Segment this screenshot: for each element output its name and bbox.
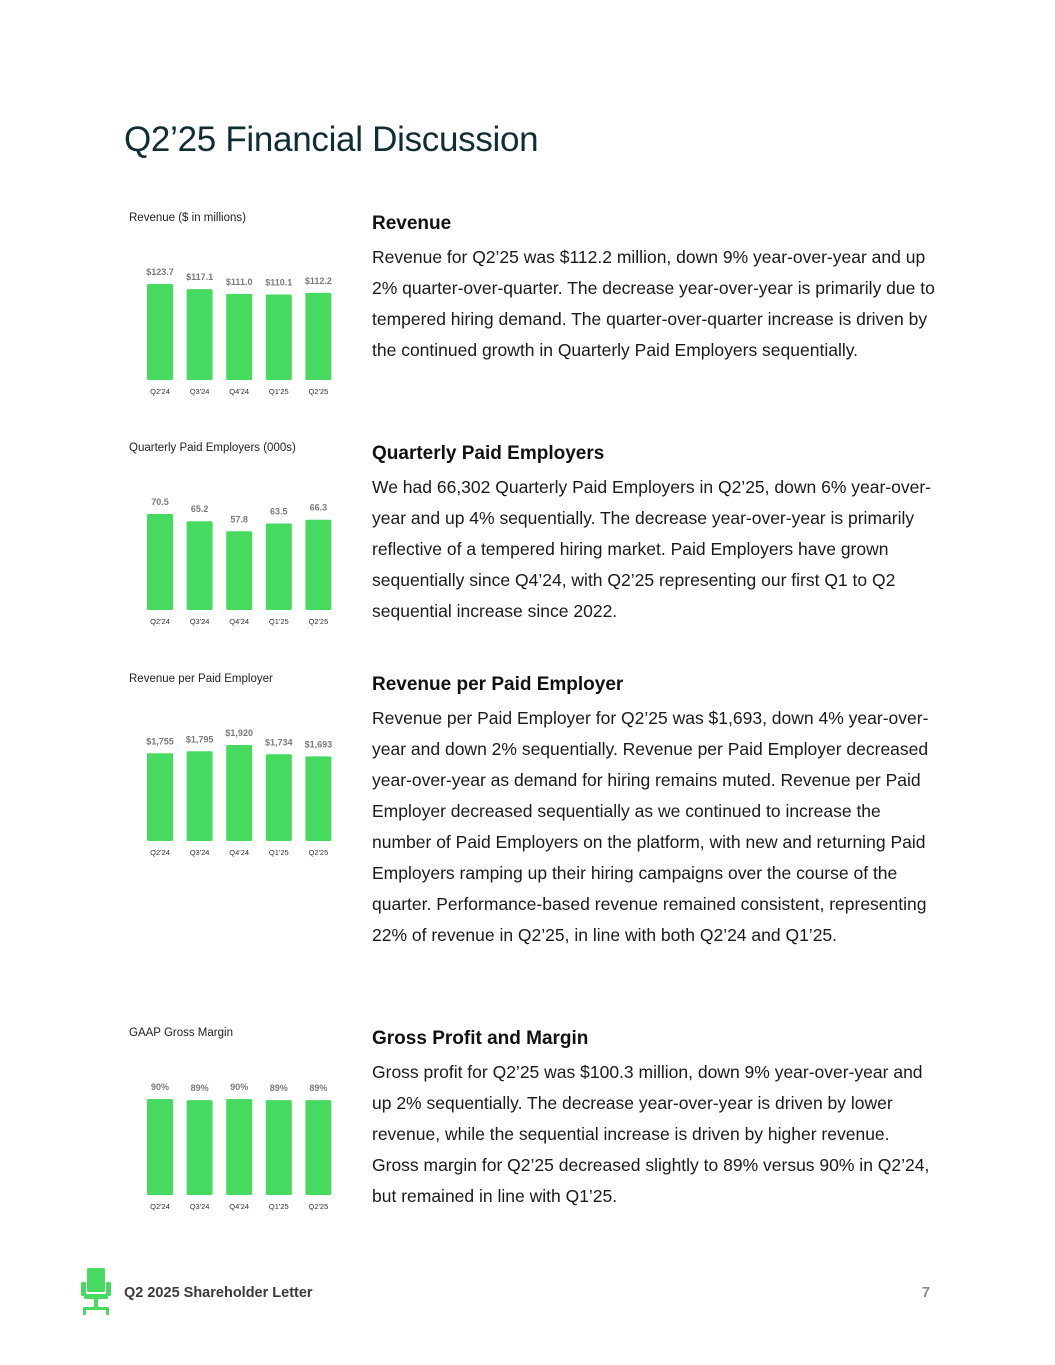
bar-value-label: $111.0 [225,276,253,287]
bar-value-label: $1,920 [225,728,253,738]
bar-q224 [147,514,173,610]
category-label: Q2'24 [150,848,170,857]
category-label: Q3'24 [189,848,210,857]
revenue-chart-title: Revenue ($ in millions) [129,212,246,224]
bar-q225 [305,1100,331,1195]
paid-employers-bar-chart [124,442,344,632]
revenue-chart [124,212,344,402]
bar-q324 [187,751,213,841]
section-heading: Gross Profit and Margin [372,1028,589,1049]
bar-q424 [226,1099,252,1195]
section-body: We had 66,302 Quarterly Paid Employers in Q2’25, down 6% year-over-year and up 4% sequentially. The decrease year-over-year is primarily reflective of a tempered hiring market. Paid Employers have grown sequentially since Q4’24, with Q2’25 representing our first Q1 to Q2 sequential increase since 2022. [372,477,931,621]
bar-value-label: 89% [190,1083,209,1094]
bar-value-label: $1,734 [265,737,293,748]
bar-value-label: $1,795 [185,734,214,745]
chair-icon [80,1266,112,1323]
section-heading: Revenue per Paid Employer [372,674,624,695]
bar-value-label: 63.5 [270,506,288,517]
bar-value-label: 70.5 [151,497,169,507]
section-body: Revenue for Q2’25 was $112.2 million, down 9% year-over-year and up 2% quarter-over-quarter. The decrease year-over-year is primarily due to tempered hiring demand. The quarter-over-quarter increase is driven by the continued growth in Quarterly Paid Employers sequentially. [372,247,935,360]
category-label: Q2'24 [150,1202,170,1211]
bar-value-label: $110.1 [265,277,293,288]
bar-q125 [266,1100,292,1195]
category-label: Q4'24 [229,617,250,626]
bar-value-label: 65.2 [190,504,209,515]
gross-margin-chart-title: GAAP Gross Margin [129,1027,233,1039]
bar-q424 [226,531,252,610]
bar-value-label: 66.3 [309,502,328,513]
category-label: Q1'25 [268,1202,289,1211]
bar-q424 [226,745,252,841]
bar-value-label: $112.2 [304,275,332,286]
category-label: Q2'25 [308,387,329,396]
category-label: Q2'24 [150,387,170,396]
category-label: Q3'24 [189,617,210,626]
bar-value-label: $117.1 [186,272,214,283]
bar-value-label: $1,755 [146,736,174,747]
revenue-text [372,212,937,366]
revenue-per-employer-chart [124,673,344,863]
gross-margin-bar-chart [124,1027,344,1217]
category-label: Q4'24 [229,848,250,857]
gross-margin-chart [124,1027,344,1217]
section-body: Gross profit for Q2’25 was $100.3 million, down 9% year-over-year and up 2% sequentially. The decrease year-over-year is driven by lower revenue, while the sequential increase is driven by higher revenue. Gross margin for Q2’25 decreased slightly to 89% versus 90% in Q2’24, but remained in line with Q1’25. [372,1062,930,1206]
bar-value-label: 57.8 [230,514,248,525]
bar-q424 [226,294,252,380]
category-label: Q4'24 [229,1202,250,1211]
bar-q324 [187,1100,213,1195]
category-label: Q2'25 [308,1202,329,1211]
bar-q225 [305,756,331,841]
paid-employers-text [372,442,937,627]
footer-document-name: Q2 2025 Shareholder Letter [124,1285,313,1301]
bar-value-label: $123.7 [146,267,174,277]
gross-margin-text [372,1027,937,1212]
category-label: Q2'25 [308,848,329,857]
category-label: Q1'25 [268,617,289,626]
category-label: Q4'24 [229,387,250,396]
revenue-bar-chart [124,212,344,402]
bar-value-label: $1,693 [304,739,333,750]
section-body: Revenue per Paid Employer for Q2’25 was $1,693, down 4% year-over-year and down 2% sequentially. Revenue per Paid Employer decreased year-over-year as demand for hiring remains muted. Revenue per Paid Employer decreased sequentially as we continued to increase the number of Paid Employers on the platform, with new and returning Paid Employers ramping up their hiring campaigns over the course of the quarter. Performance-based revenue remained consistent, representing 22% of revenue in Q2’25, in line with both Q2’24 and Q1’25. [372,708,929,945]
bar-value-label: 89% [269,1083,288,1094]
bar-q324 [187,289,213,380]
paid-employers-chart-title: Quarterly Paid Employers (000s) [129,442,296,454]
category-label: Q3'24 [189,1202,210,1211]
bar-q225 [305,520,331,610]
bar-q224 [147,284,173,380]
bar-q225 [305,293,331,380]
bar-q125 [266,295,292,380]
paid-employers-chart [124,442,344,632]
bar-value-label: 90% [230,1082,249,1092]
category-label: Q1'25 [268,387,289,396]
bar-q224 [147,1099,173,1195]
category-label: Q2'25 [308,617,329,626]
section-heading: Quarterly Paid Employers [372,443,605,464]
revenue-per-employer-chart-title: Revenue per Paid Employer [129,673,273,685]
category-label: Q2'24 [150,617,170,626]
bar-q224 [147,753,173,841]
category-label: Q3'24 [189,387,210,396]
bar-q125 [266,524,292,610]
revenue-per-employer-text [372,673,937,951]
bar-q125 [266,754,292,841]
revenue-per-employer-bar-chart [124,673,344,863]
category-label: Q1'25 [268,848,289,857]
bar-q324 [187,521,213,610]
bar-value-label: 90% [150,1082,170,1092]
page-number: 7 [921,1285,930,1301]
bar-value-label: 89% [309,1083,328,1094]
section-heading: Revenue [372,213,452,234]
page-title: Q2’25 Financial Discussion [124,120,539,159]
